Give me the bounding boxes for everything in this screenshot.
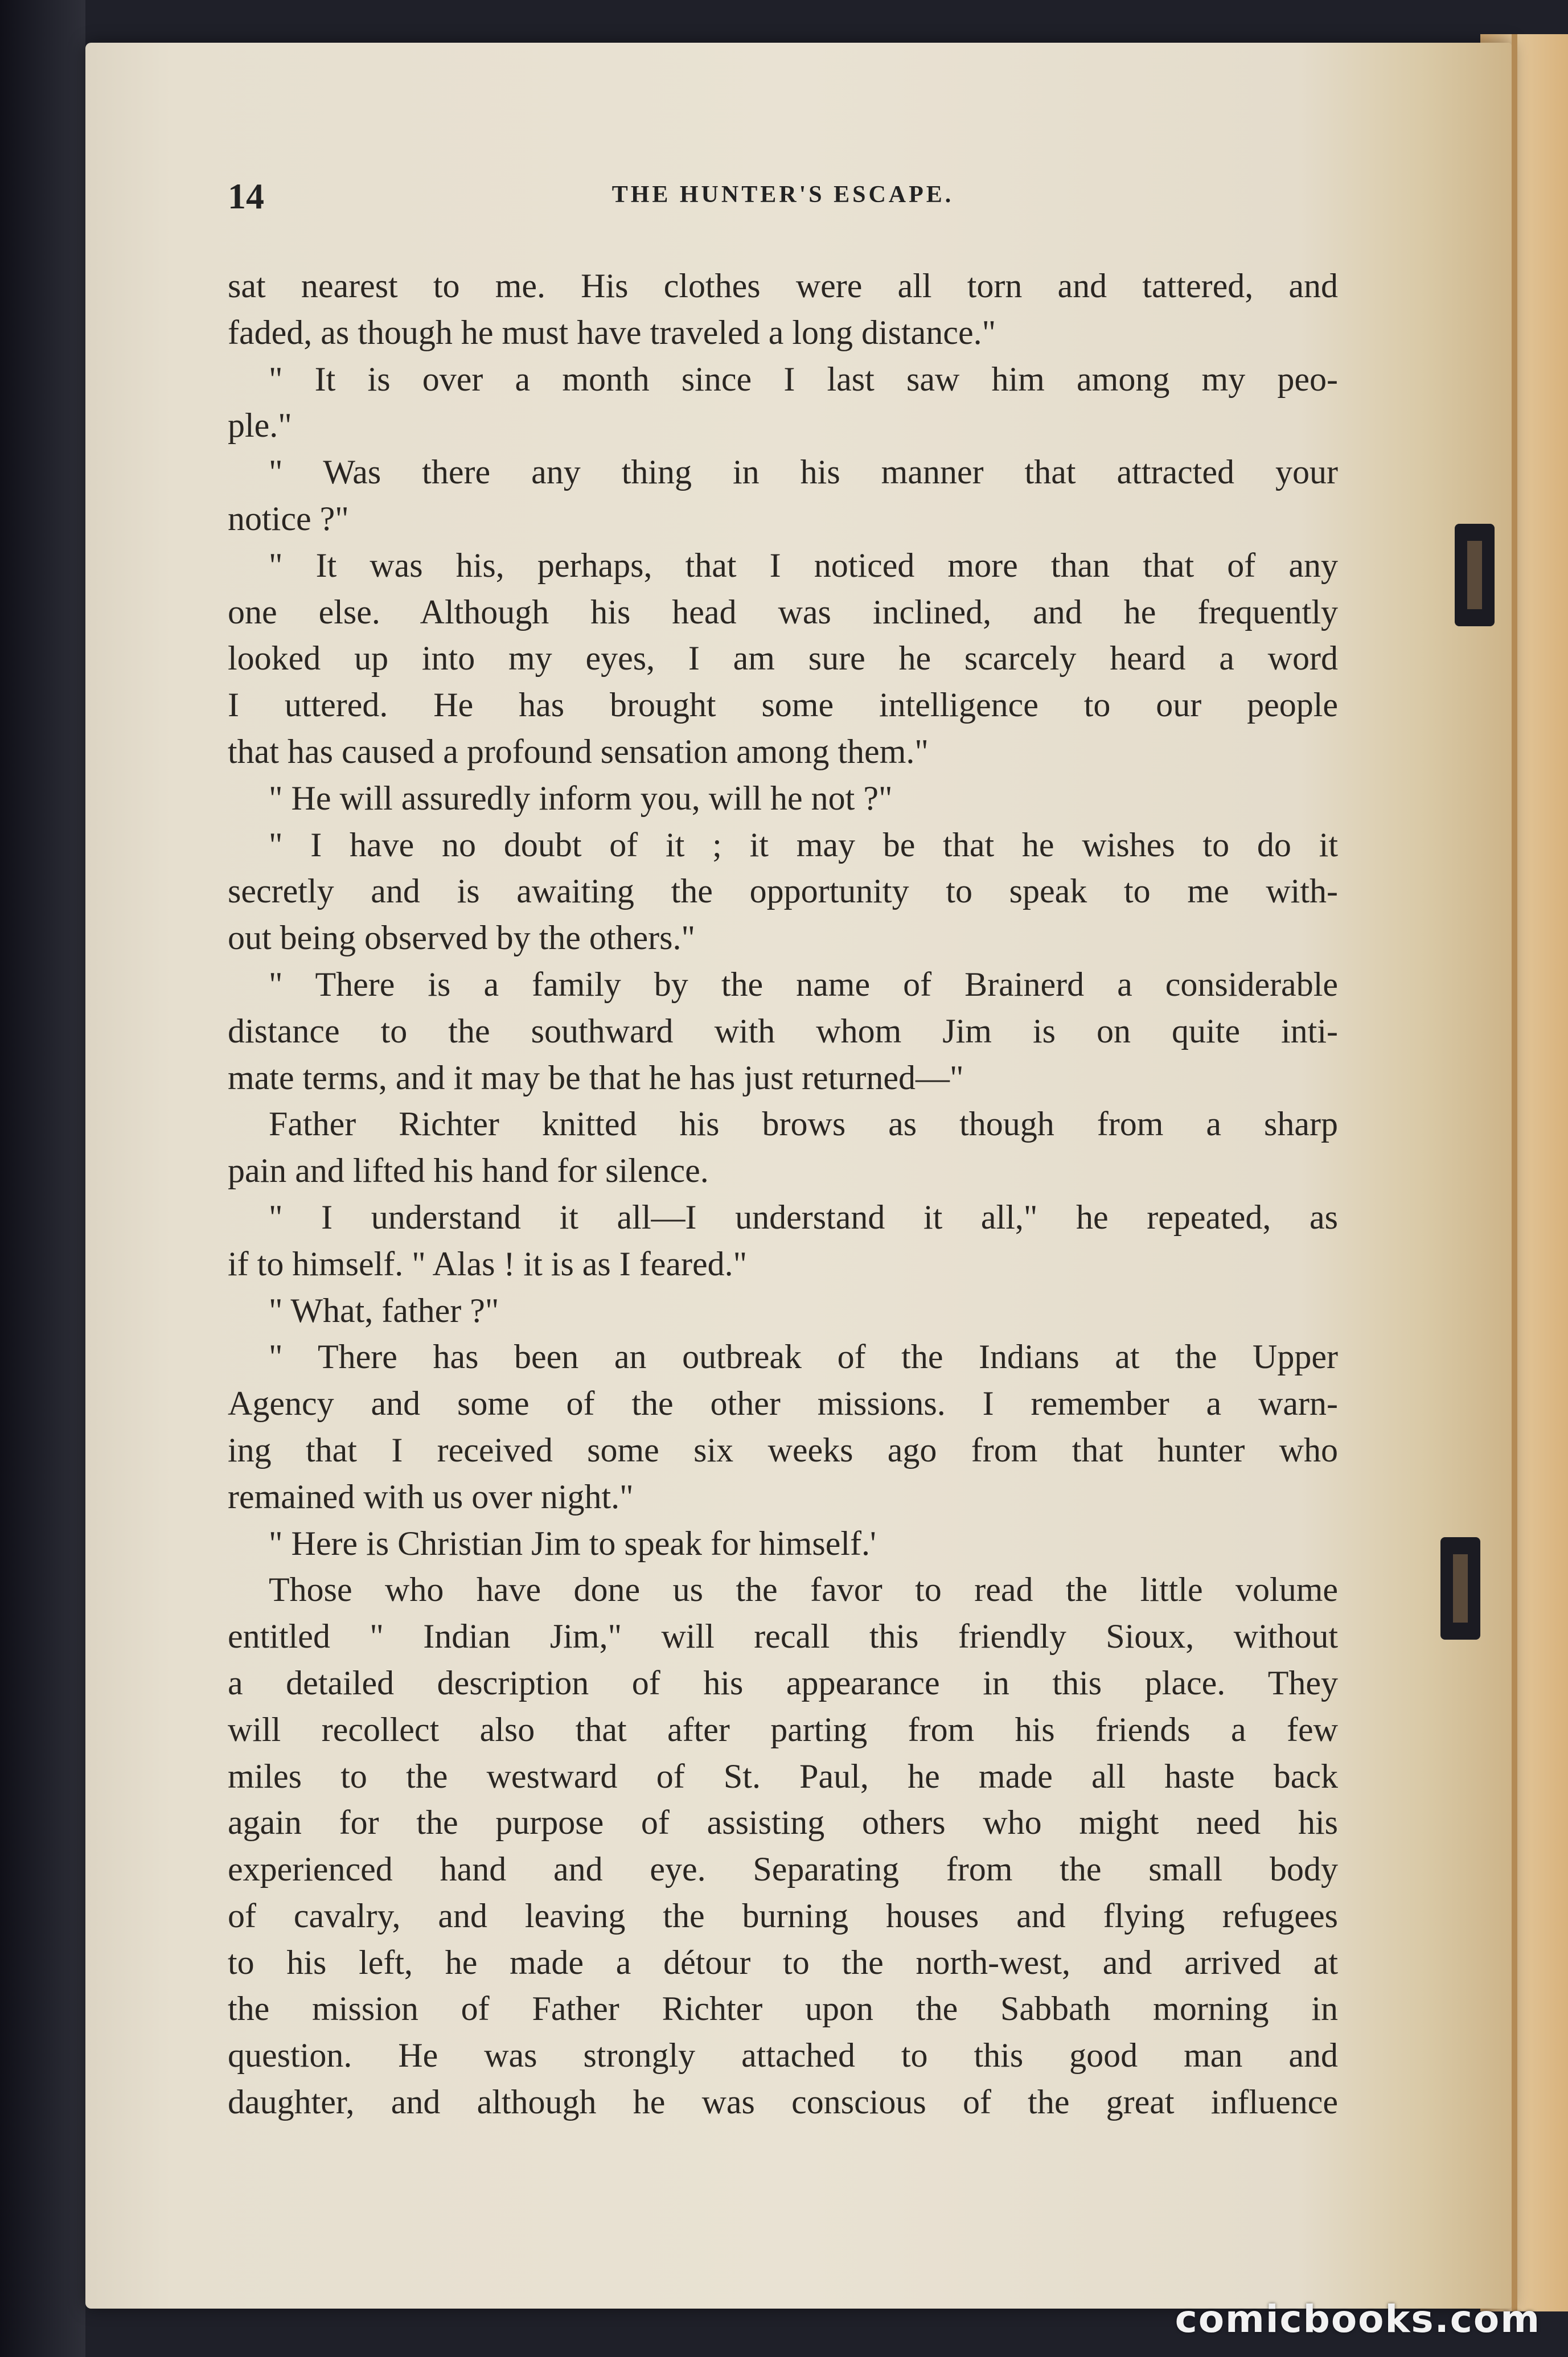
running-head: THE HUNTER'S ESCAPE. <box>611 182 954 208</box>
text-line: I uttered. He has brought some intelligence to our people <box>228 686 1338 724</box>
text-line: to his left, he made a détour to the north-west, and arrived at <box>228 1943 1338 1981</box>
binding-staple-upper <box>1455 524 1495 626</box>
text-line: sat nearest to me. His clothes were all torn and tattered, and <box>228 267 1338 305</box>
text-line: Agency and some of the other missions. I remember a warn- <box>228 1385 1338 1423</box>
text-line: ing that I received some six weeks ago from that hunter who <box>228 1431 1338 1469</box>
text-line: mate terms, and it may be that he has just returned—" <box>228 1058 964 1097</box>
text-line: daughter, and although he was conscious of the great influence <box>228 2083 1338 2121</box>
page-gutter <box>1512 34 1517 2311</box>
text-line: miles to the westward of St. Paul, he made all haste back <box>228 1757 1338 1795</box>
text-line: " There has been an outbreak of the Indians at the Upper <box>269 1338 1338 1376</box>
text-line: " I have no doubt of it ; it may be that he wishes to do it <box>269 826 1338 864</box>
text-line: secretly and is awaiting the opportunity to speak to me with- <box>228 872 1338 910</box>
text-line: pain and lifted his hand for silence. <box>228 1152 709 1190</box>
text-line: again for the purpose of assisting others who might need his <box>228 1804 1338 1842</box>
text-line: ple." <box>228 406 292 445</box>
watermark: comicbooks.com <box>1175 2297 1541 2341</box>
text-line: looked up into my eyes, I am sure he scarcely heard a word <box>228 639 1338 677</box>
text-line: " Here is Christian Jim to speak for himself.' <box>269 1524 876 1562</box>
text-line: that has caused a profound sensation among them." <box>228 732 929 770</box>
page-number: 14 <box>228 176 264 216</box>
text-line: " It is over a month since I last saw him among my peo- <box>269 360 1338 398</box>
text-line: " It was his, perhaps, that I noticed more than that of any <box>269 546 1338 584</box>
text-line: out being observed by the others." <box>228 919 695 957</box>
body-text <box>228 263 1338 2126</box>
text-line: Those who have done us the favor to read the little volume <box>269 1571 1338 1609</box>
text-line: a detailed description of his appearance in this place. They <box>228 1664 1338 1702</box>
text-line: remained with us over night." <box>228 1477 634 1516</box>
text-line: the mission of Father Richter upon the Sabbath morning in <box>228 1990 1338 2028</box>
text-line: question. He was strongly attached to this good man and <box>228 2036 1338 2075</box>
text-line: if to himself. " Alas ! it is as I feared." <box>228 1245 748 1283</box>
text-line: of cavalry, and leaving the burning houses and flying refugees <box>228 1896 1338 1935</box>
binding-shadow <box>0 0 85 2357</box>
binding-staple-lower <box>1440 1537 1480 1640</box>
text-line: faded, as though he must have traveled a long distance." <box>228 313 996 351</box>
text-line: one else. Although his head was inclined, and he frequently <box>228 593 1338 631</box>
page-header <box>228 175 1338 221</box>
text-line: distance to the southward with whom Jim is on quite inti- <box>228 1012 1338 1050</box>
text-line: Father Richter knitted his brows as though from a sharp <box>269 1105 1338 1143</box>
text-line: experienced hand and eye. Separating from the small body <box>228 1850 1338 1888</box>
text-line: notice ?" <box>228 499 349 537</box>
text-line: " He will assuredly inform you, will he not ?" <box>269 779 893 817</box>
text-line: " I understand it all—I understand it all," he repeated, as <box>269 1198 1338 1236</box>
text-line: " There is a family by the name of Brainerd a considerable <box>269 965 1338 1003</box>
text-line: entitled " Indian Jim," will recall this friendly Sioux, without <box>228 1617 1338 1656</box>
text-line: " Was there any thing in his manner that attracted your <box>269 453 1338 491</box>
text-line: " What, father ?" <box>269 1291 499 1329</box>
text-line: will recollect also that after parting from his friends a few <box>228 1710 1338 1748</box>
